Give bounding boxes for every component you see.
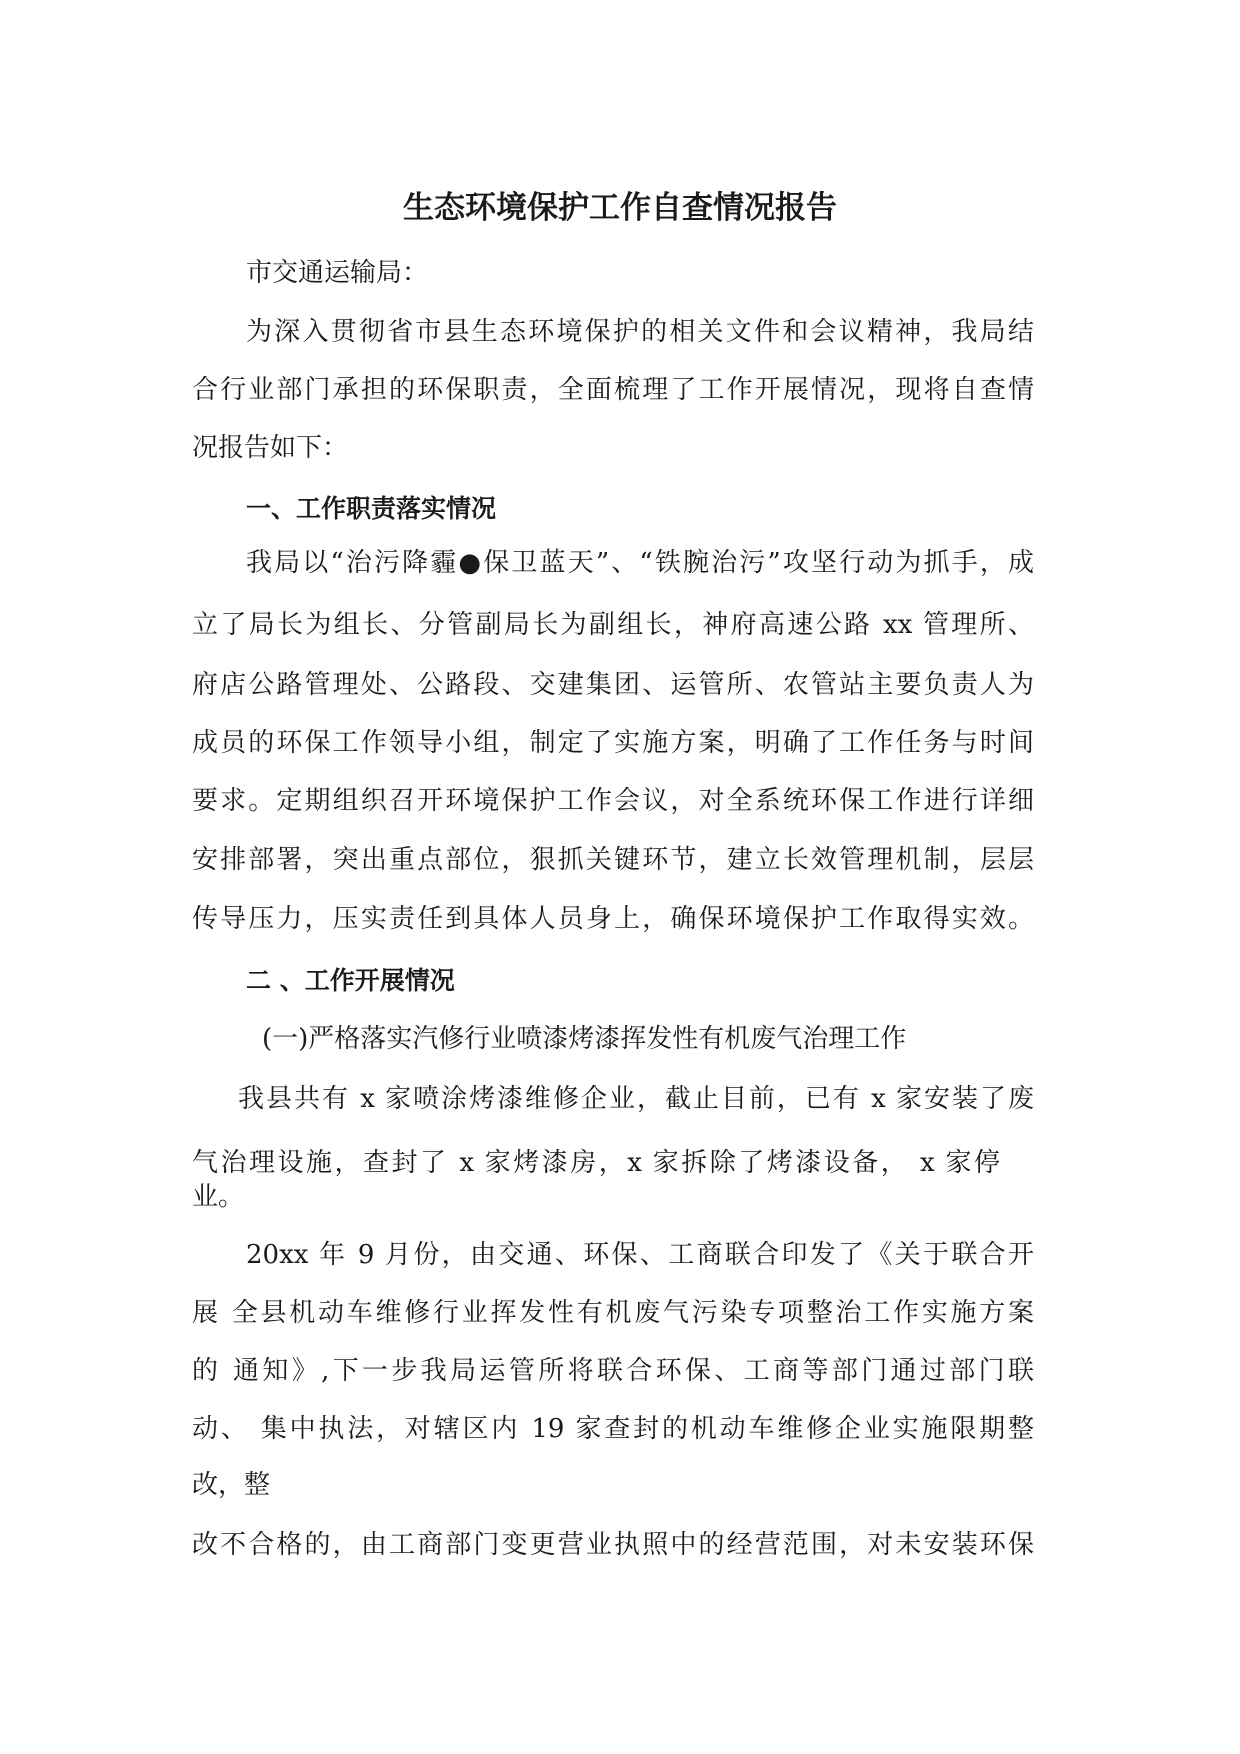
section-heading-1: 一、工作职责落实情况 xyxy=(246,494,497,523)
paragraph-line: 成员的环保工作领导小组，制定了实施方案，明确了工作任务与时间 xyxy=(192,728,1034,758)
paragraph-line: 安排部署，突出重点部位，狠抓关键环节，建立长效管理机制，层层 xyxy=(192,845,1034,875)
paragraph-line: 改不合格的，由工商部门变更营业执照中的经营范围，对未安装环保 xyxy=(192,1530,1034,1560)
paragraph-line: 20xx 年 9 月份，由交通、环保、工商联合印发了《关于联合开 xyxy=(246,1240,1034,1270)
paragraph-line: 我局以“治污降霾●保卫蓝天”、“铁腕治污”攻坚行动为抓手，成 xyxy=(246,548,1034,578)
paragraph-line: 展 全县机动车维修行业挥发性有机废气污染专项整治工作实施方案 xyxy=(192,1298,1034,1328)
paragraph-line: 传导压力，压实责任到具体人员身上，确保环境保护工作取得实效。 xyxy=(192,904,1034,934)
paragraph-line: 立了局长为组长、分管副局长为副组长，神府高速公路 xx 管理所、 xyxy=(192,610,1034,640)
paragraph-line: 气治理设施，查封了 x 家烤漆房，x 家拆除了烤漆设备， x 家停 xyxy=(192,1148,1000,1178)
section-heading-2: 二 、工作开展情况 xyxy=(246,966,455,995)
subsection-heading: (一)严格落实汽修行业喷漆烤漆挥发性有机废气治理工作 xyxy=(262,1024,907,1054)
salutation: 市交通运输局： xyxy=(246,258,429,288)
paragraph-line: 我县共有 x 家喷涂烤漆维修企业，截止目前，已有 x 家安装了废 xyxy=(238,1084,1034,1114)
paragraph-line: 要求。定期组织召开环境保护工作会议，对全系统环保工作进行详细 xyxy=(192,786,1034,816)
intro-line: 合行业部门承担的环保职责，全面梳理了工作开展情况，现将自查情 xyxy=(192,375,1034,405)
paragraph-line: 改，整 xyxy=(192,1470,271,1500)
document-title: 生态环境保护工作自查情况报告 xyxy=(403,190,837,226)
paragraph-line: 业。 xyxy=(192,1182,245,1212)
paragraph-line: 的 通知》,下一步我局运管所将联合环保、工商等部门通过部门联 xyxy=(192,1356,1034,1386)
intro-line: 况报告如下： xyxy=(192,433,349,463)
paragraph-line: 府店公路管理处、公路段、交建集团、运管所、农管站主要负责人为 xyxy=(192,670,1034,700)
paragraph-line: 动、 集中执法，对辖区内 19 家查封的机动车维修企业实施限期整 xyxy=(192,1414,1034,1444)
intro-line: 为深入贯彻省市县生态环境保护的相关文件和会议精神，我局结 xyxy=(246,317,1034,347)
